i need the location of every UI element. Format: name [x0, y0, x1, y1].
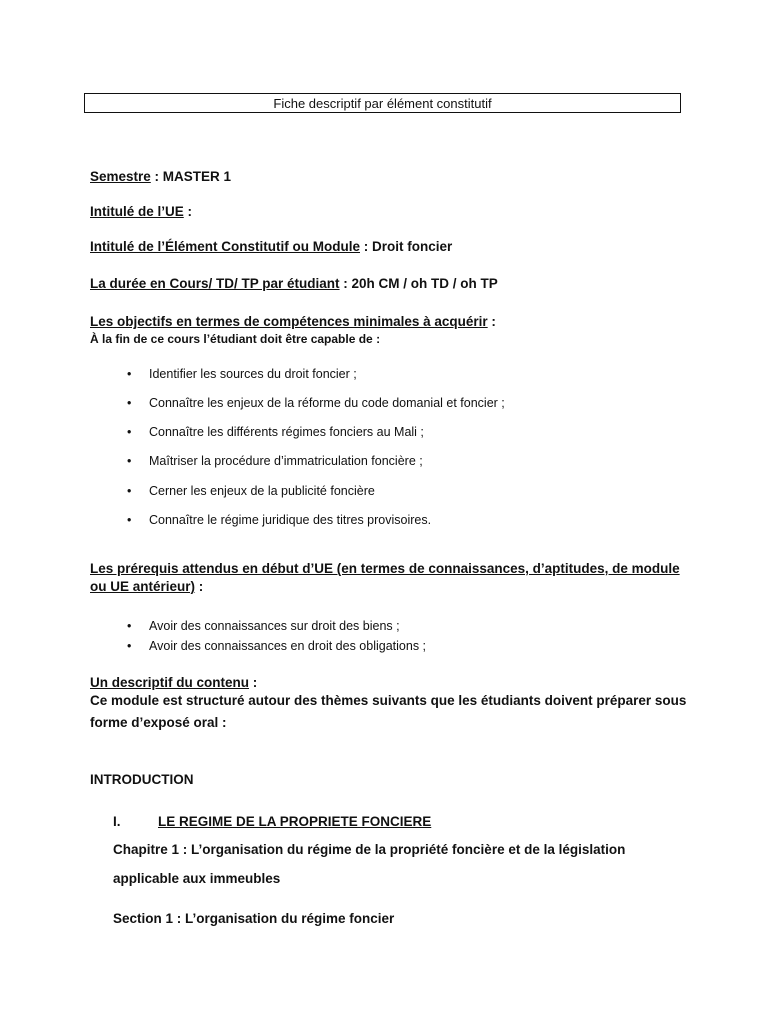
duree-line [90, 275, 498, 293]
objectif-item [127, 483, 375, 499]
descriptif-suffix: : [249, 675, 258, 690]
objectif-item-text: Identifier les sources du droit foncier ; [149, 367, 357, 381]
objectifs-suffix: : [487, 314, 496, 329]
duree-label: La durée en Cours/ TD/ TP par étudiant [90, 276, 340, 291]
prerequis-item [127, 638, 426, 654]
part-1-title: LE REGIME DE LA PROPRIETE FONCIERE [158, 814, 432, 829]
objectif-item-text: Connaître les enjeux de la réforme du code domanial et foncier ; [149, 396, 505, 410]
objectifs-heading [90, 313, 496, 331]
bullet-icon: • [127, 454, 132, 468]
objectif-item-text: Connaître les différents régimes fonciers au Mali ; [149, 425, 424, 439]
bullet-icon: • [127, 396, 132, 410]
prerequis-heading-line2 [90, 578, 203, 596]
introduction-heading: INTRODUCTION [90, 772, 194, 787]
section-1-heading: Section 1 : L’organisation du régime foncier [113, 911, 395, 926]
objectifs-label: Les objectifs en termes de compétences minimales à acquérir [90, 314, 488, 329]
descriptif-text: Ce module est structuré autour des thèmes suivants que les étudiants doivent préparer sous forme d’exposé oral : [90, 693, 687, 730]
bullet-icon: • [127, 513, 132, 527]
semestre-label: Semestre [90, 169, 151, 184]
intitule-ec-line [90, 238, 452, 256]
prerequis-heading-line1 [90, 560, 680, 578]
part-1-heading [113, 813, 431, 831]
bullet-icon: • [127, 619, 132, 633]
objectif-item [127, 512, 431, 528]
bullet-icon: • [127, 425, 132, 439]
objectif-item [127, 366, 357, 382]
descriptif-label: Un descriptif du contenu [90, 675, 250, 690]
prerequis-label-line2: ou UE antérieur) [90, 579, 196, 594]
objectif-item [127, 453, 423, 469]
bullet-icon: • [127, 639, 132, 653]
intitule-ec-label: Intitulé de l’Élément Constitutif ou Module [90, 239, 360, 254]
objectifs-intro: À la fin de ce cours l’étudiant doit être capable de : [90, 332, 381, 346]
duree-value: : 20h CM / oh TD / oh TP [339, 276, 498, 291]
intitule-ue-value: : [183, 204, 193, 219]
document-title-box [84, 93, 681, 113]
intitule-ue-line [90, 203, 192, 221]
objectif-item-text: Maîtriser la procédure d’immatriculation foncière ; [149, 454, 423, 468]
document-title: Fiche descriptif par élément constitutif [273, 96, 492, 111]
prerequis-suffix: : [195, 579, 204, 594]
objectif-item-text: Connaître le régime juridique des titres provisoires. [149, 513, 432, 527]
objectif-item [127, 424, 424, 440]
objectif-item-text: Cerner les enjeux de la publicité foncière [149, 484, 375, 498]
semestre-line [90, 168, 231, 186]
prerequis-label-line1: Les prérequis attendus en début d’UE (en termes de connaissances, d’aptitudes, de module [90, 561, 680, 576]
prerequis-item-text: Avoir des connaissances en droit des obligations ; [149, 639, 427, 653]
prerequis-item-text: Avoir des connaissances sur droit des biens ; [149, 619, 400, 633]
chapitre-1-heading: Chapitre 1 : L’organisation du régime de la propriété foncière et de la législation applicable aux immeubles [113, 842, 626, 886]
part-1-number: I. [113, 814, 121, 829]
bullet-icon: • [127, 367, 132, 381]
bullet-icon: • [127, 484, 132, 498]
intitule-ec-value: : Droit foncier [360, 239, 453, 254]
prerequis-item [127, 618, 400, 634]
objectif-item [127, 395, 505, 411]
intitule-ue-label: Intitulé de l’UE [90, 204, 184, 219]
semestre-value: : MASTER 1 [150, 169, 232, 184]
